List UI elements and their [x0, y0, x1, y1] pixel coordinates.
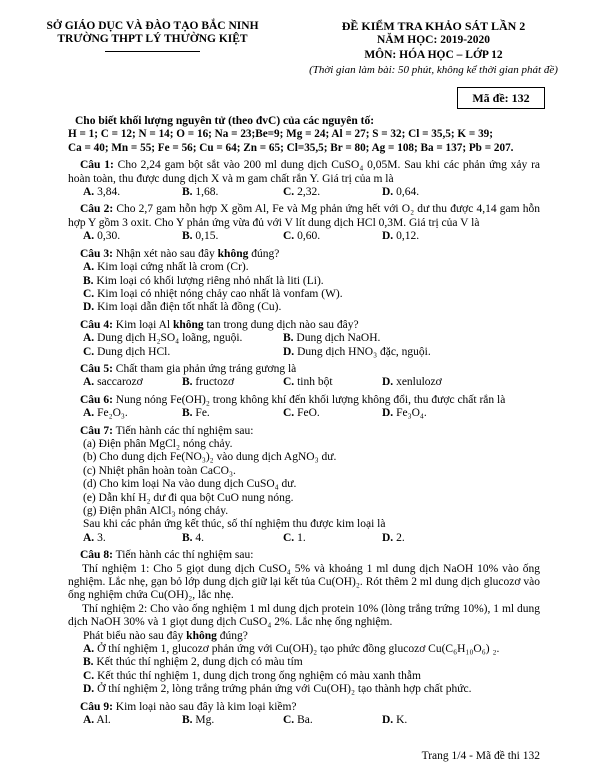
question-9-stem [68, 701, 540, 714]
option-text: 2. [393, 531, 405, 544]
option-letter: B. [182, 407, 193, 420]
option-text: 1. [294, 531, 306, 544]
option-a [68, 643, 540, 656]
option-text: Kết thúc thí nghiệm 1, dung dịch trong ống nghiệm có màu xanh thẫm [94, 669, 421, 682]
option-c [68, 288, 540, 301]
question-7-options [68, 532, 540, 545]
question-1-stem [68, 159, 540, 186]
option-text: Fe. [192, 407, 210, 420]
option-letter: C. [83, 669, 95, 682]
question-number: Câu 7: [80, 424, 113, 437]
option-letter: D. [382, 230, 394, 243]
question-1 [68, 159, 540, 199]
exam-title-block [275, 20, 592, 78]
option-text: 1,68. [192, 186, 219, 199]
option-b [182, 376, 283, 389]
option-a [83, 186, 182, 199]
atomic-masses-line-2: Ca = 40; Mn = 55; Fe = 56; Cu = 64; Zn = 65; Cl=35,5; Br = 80; Ag = 108; Ba = 137; Pb = 207. [68, 141, 514, 154]
question-text: Chất tham gia phản ứng tráng gương là [112, 362, 297, 375]
experiment-a: (a) Điện phân MgCl₂ nóng chảy. [83, 437, 233, 450]
option-letter: C. [283, 714, 295, 727]
option-letter: A. [83, 186, 95, 199]
exam-title: ĐỀ KIỂM TRA KHẢO SÁT LẦN 2 [341, 19, 526, 33]
option-text: K. [393, 714, 408, 727]
option-b [68, 656, 540, 669]
question-text: Tiến hành các thí nghiệm sau: [112, 424, 254, 437]
option-d [382, 230, 540, 243]
option-a [83, 714, 182, 727]
option-text: Dung dịch HNO₃ đặc, nguội. [294, 345, 431, 358]
atomic-masses-intro: Cho biết khối lượng nguyên tử (theo đvC) của các nguyên tố: [75, 115, 375, 128]
question-number: Câu 3: [80, 247, 113, 260]
option-letter: B. [182, 714, 193, 727]
option-letter: B. [283, 332, 294, 345]
question-number: Câu 5: [80, 362, 113, 375]
question-text: tan trong dung dịch nào sau đây? [203, 318, 359, 331]
option-b [182, 407, 283, 420]
option-text: xenlulozơ [393, 376, 442, 389]
option-d [382, 714, 540, 727]
question-text-bold: không [172, 318, 204, 331]
option-text: Fe₃O₄. [393, 407, 427, 420]
option-text: 4. [192, 531, 205, 544]
option-text: 3,84. [94, 186, 121, 199]
exam-body [0, 109, 602, 727]
option-c [283, 407, 382, 420]
option-letter: A. [83, 531, 95, 544]
option-letter: C. [83, 345, 95, 358]
option-d [283, 346, 540, 359]
option-c [68, 670, 540, 683]
exam-subject: MÔN: HÓA HỌC – LỚP 12 [364, 48, 503, 61]
option-letter: C. [283, 531, 295, 544]
option-letter: D. [83, 301, 95, 314]
question-number: Câu 8: [80, 549, 113, 562]
option-d [68, 301, 540, 314]
question-number: Câu 1: [80, 159, 114, 172]
question-number: Câu 6: [80, 393, 113, 406]
option-c [283, 714, 382, 727]
option-letter: D. [382, 531, 394, 544]
question-5-stem [68, 363, 540, 376]
option-letter: D. [83, 683, 95, 696]
option-c [283, 376, 382, 389]
header-underline [105, 51, 200, 52]
exam-header [0, 0, 602, 78]
option-text: Kim loại có nhiệt nóng chảy cao nhất là vonfam (W). [94, 287, 343, 300]
question-number: Câu 9: [80, 700, 113, 713]
department-name: SỞ GIÁO DỤC VÀ ĐÀO TẠO BẮC NINH [46, 20, 259, 32]
option-text: Kết thúc thí nghiệm 2, dung dịch có màu tím [93, 656, 303, 669]
question-5-options [68, 376, 540, 389]
experiment-b: (b) Cho dung dịch Fe(NO₃)₂ vào dung dịch AgNO₃ dư. [83, 451, 337, 464]
question-8-prompt [68, 630, 540, 643]
option-text: Kim loại có khối lượng riêng nhỏ nhất là liti (Li). [93, 274, 324, 287]
prompt-text-bold: không [186, 629, 217, 642]
option-letter: C. [283, 407, 295, 420]
question-text: Cho 2,24 gam bột sắt vào 200 ml dung dịch CuSO₄ 0,05M. Sau khi các phản ứng xảy ra hoàn toàn, thu được dung dịch X và m gam chất rắn Y. Giá trị của m là [68, 159, 540, 185]
school-year: NĂM HỌC: 2019-2020 [376, 34, 491, 47]
option-letter: B. [182, 230, 193, 243]
option-letter: A. [83, 407, 95, 420]
experiment-d: (d) Cho kim loại Na vào dung dịch CuSO₄ dư. [83, 478, 297, 491]
question-text: Nung nóng Fe(OH)₂ trong không khí đến khối lượng không đổi, thu được chất rắn là [112, 393, 506, 406]
exam-code-row [0, 87, 602, 109]
option-text: Kim loại cứng nhất là crom (Cr). [94, 261, 249, 274]
option-letter: B. [83, 274, 94, 287]
option-c [283, 186, 382, 199]
question-6-options [68, 407, 540, 420]
option-letter: C. [83, 287, 95, 300]
option-text: Kim loại dẫn điện tốt nhất là đồng (Cu). [94, 301, 282, 314]
option-text: 3. [94, 531, 106, 544]
option-text: Dung dịch NaOH. [293, 332, 381, 345]
option-a [83, 532, 182, 545]
duration-note: (Thời gian làm bài: 50 phút, không kể thời gian phát đề) [309, 64, 558, 77]
option-a [83, 332, 283, 345]
question-2 [68, 203, 540, 243]
option-letter: C. [283, 376, 295, 389]
option-letter: D. [382, 376, 394, 389]
option-d [382, 407, 540, 420]
question-4-options-row-2 [68, 346, 540, 359]
option-letter: D. [382, 714, 394, 727]
option-a [83, 230, 182, 243]
option-letter: A. [83, 261, 95, 274]
option-letter: A. [83, 643, 95, 656]
question-8-stem [68, 549, 540, 562]
experiment-g: (g) Điện phân AlCl₃ nóng chảy. [83, 505, 229, 517]
question-5 [68, 363, 540, 390]
option-b [182, 714, 283, 727]
prompt-text: Phát biểu nào sau đây [83, 629, 187, 642]
question-text-bold: không [217, 247, 249, 260]
option-a [83, 376, 182, 389]
question-number: Câu 4: [80, 318, 113, 331]
option-text: 2,32. [294, 186, 321, 199]
question-7-stem [68, 425, 540, 438]
option-letter: B. [83, 656, 94, 669]
option-c [283, 230, 382, 243]
option-text: fructozơ [192, 376, 235, 389]
question-9 [68, 701, 540, 728]
question-text: Kim loại Al [112, 318, 173, 331]
option-letter: A. [83, 230, 95, 243]
option-text: tinh bột [294, 376, 333, 389]
option-d [382, 186, 540, 199]
experiment-1-paragraph: Thí nghiệm 1: Cho 5 giọt dung dịch CuSO₄ 5% và khoảng 1 ml dung dịch NaOH 10% vào ống nghiệm. Lắc nhẹ, gạn bỏ lớp dung dịch giữ lại kết tủa Cu(OH)₂. Rót thêm 2 ml dung dịch glucozơ vào ống nghiệm chứa Cu(OH)₂, lắc nhẹ. [68, 562, 540, 602]
option-a [83, 407, 182, 420]
option-letter: B. [182, 186, 193, 199]
option-text: 0,15. [192, 230, 219, 243]
question-9-options [68, 714, 540, 727]
question-text: Nhận xét nào sau đây [112, 247, 218, 260]
option-letter: C. [283, 186, 295, 199]
question-text: Kim loại nào sau đây là kim loại kiềm? [112, 700, 297, 713]
question-text: Cho 2,7 gam hỗn hợp X gồm Al, Fe và Mg phản ứng hết với O₂ dư thu được 4,14 gam hỗn hợp Y gồm 3 oxit. Cho Y phản ứng vừa đủ với V lít dung dịch HCl 0,3M. Giá trị của V là [68, 203, 540, 229]
question-3-stem [68, 248, 540, 261]
option-d [382, 532, 540, 545]
question-4-stem [68, 319, 540, 332]
option-b [182, 186, 283, 199]
option-letter: B. [182, 376, 193, 389]
option-text: Mg. [192, 714, 215, 727]
school-name: TRƯỜNG THPT LÝ THƯỜNG KIỆT [57, 33, 248, 46]
question-text: Tiến hành các thí nghiệm sau: [112, 549, 254, 562]
option-text: Fe₂O₃. [94, 407, 128, 420]
question-6 [68, 394, 540, 421]
option-text: saccarozơ [94, 376, 143, 389]
option-text: Dung dịch HCl. [94, 345, 171, 358]
option-text: Ở thí nghiệm 1, glucozơ phản ứng với Cu(OH)₂ tạo phức đồng glucozơ Cu(C₆H₁₀O₆) ₂. [94, 643, 500, 656]
atomic-masses-block [68, 115, 540, 155]
option-text: 0,60. [294, 230, 321, 243]
option-b [182, 532, 283, 545]
atomic-masses-line-1: H = 1; C = 12; N = 14; O = 16; Na = 23;Be=9; Mg = 24; Al = 27; S = 32; Cl = 35,5; K = 39; [68, 128, 493, 141]
option-text: Al. [94, 714, 111, 727]
question-2-stem [68, 203, 540, 230]
question-7 [68, 425, 540, 546]
option-text: 0,64. [393, 186, 420, 199]
option-c [83, 346, 283, 359]
option-d [68, 683, 540, 696]
option-b [182, 230, 283, 243]
question-4-options-row-1 [68, 332, 540, 345]
option-letter: B. [182, 531, 193, 544]
question-7-conclusion: Sau khi các phản ứng kết thúc, số thí nghiệm thu được kim loại là [83, 518, 386, 531]
experiment-e: (e) Dẫn khí H₂ dư đi qua bột CuO nung nóng. [83, 491, 294, 504]
option-b [68, 275, 540, 288]
question-2-options [68, 230, 540, 243]
question-6-stem [68, 394, 540, 407]
prompt-text: đúng? [216, 629, 248, 642]
option-a [68, 261, 540, 274]
option-letter: D. [283, 345, 295, 358]
page-footer: Trang 1/4 - Mã đề thi 132 [421, 749, 540, 762]
option-text: Ba. [294, 714, 313, 727]
exam-code-box: Mã đề: 132 [457, 87, 545, 109]
experiment-c: (c) Nhiệt phân hoàn toàn CaCO₃. [83, 464, 236, 477]
experiment-2-paragraph: Thí nghiệm 2: Cho vào ống nghiệm 1 ml dung dịch protein 10% (lòng trắng trứng 10%), 1 ml dung dịch NaOH 30% và 1 giọt dung dịch CuSO₄ 2%. Lắc nhẹ ống nghiệm. [68, 602, 540, 629]
option-letter: A. [83, 332, 95, 345]
option-letter: D. [382, 407, 394, 420]
option-c [283, 532, 382, 545]
question-1-options [68, 186, 540, 199]
option-text: 0,30. [94, 230, 121, 243]
option-text: Ở thí nghiệm 2, lòng trắng trứng phản ứng với Cu(OH)₂ tạo thành hợp chất phức. [94, 683, 472, 696]
question-3 [68, 248, 540, 315]
option-letter: A. [83, 714, 95, 727]
option-text: FeO. [294, 407, 320, 420]
question-number: Câu 2: [80, 203, 114, 216]
question-8 [68, 549, 540, 696]
option-text: 0,12. [393, 230, 420, 243]
option-d [382, 376, 540, 389]
question-text: đúng? [248, 247, 280, 260]
option-letter: C. [283, 230, 295, 243]
option-text: Dung dịch H₂SO₄ loãng, nguội. [94, 332, 243, 345]
option-b [283, 332, 540, 345]
question-4 [68, 319, 540, 359]
option-letter: A. [83, 376, 95, 389]
issuing-authority-block [30, 20, 275, 78]
option-letter: D. [382, 186, 394, 199]
